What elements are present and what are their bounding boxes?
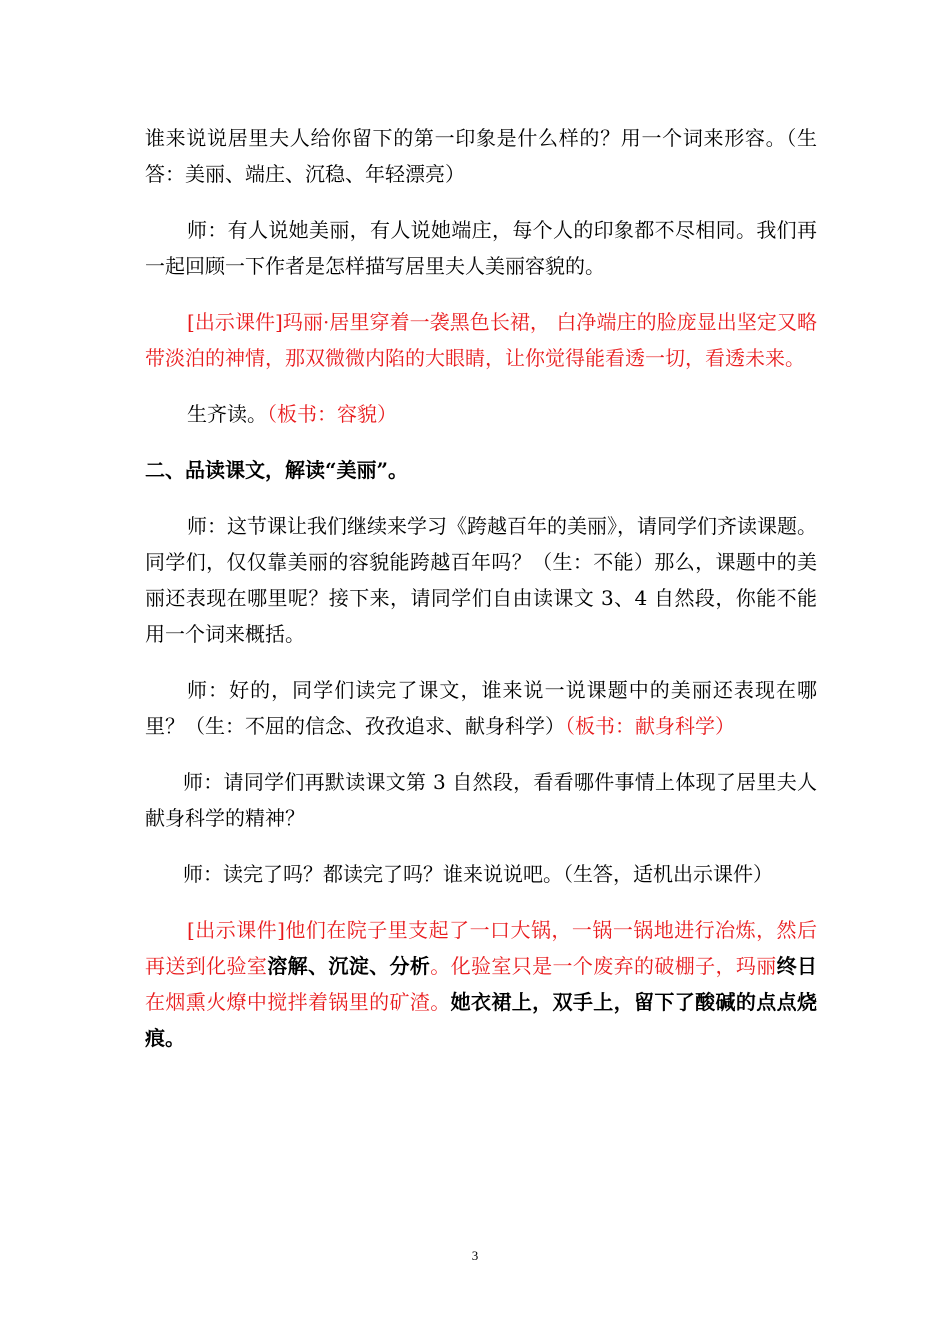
lab-text-c: 。 <box>430 954 451 978</box>
blackboard-note-appearance: （板书：容貌） <box>267 402 397 426</box>
paragraph-teacher-intro: 师：这节课让我们继续来学习《跨越百年的美丽》，请同学们齐读课题。同学们，仅仅靠美丽的容貌能跨越百年吗？（生：不能）那么，课题中的美丽还表现在哪里呢？接下来，请同学们自由读课文 3、4 自然段，你能不能用一个词来概括。 <box>145 514 817 646</box>
lab-text-g-bold: 她衣裙上，双手上，留下了酸碱的点点烧痕。 <box>145 990 817 1050</box>
blackboard-note-science: （板书：献身科学） <box>565 714 735 738</box>
paragraph-first-impression: 谁来说说居里夫人给你留下的第一印象是什么样的？用一个词来形容。（生答：美丽、端庄、沉稳、年轻漂亮） <box>145 126 817 186</box>
paragraph-courseware-description: [出示课件]玛丽·居里穿着一袭黑色长裙， 白净端庄的脸庞显出坚定又略带淡泊的神情，那双微微内陷的大眼睛，让你觉得能看透一切，看透未来。 <box>145 310 817 370</box>
paragraph-teacher-appearance: 师：有人说她美丽，有人说她端庄，每个人的印象都不尽相同。我们再一起回顾一下作者是怎样描写居里夫人美丽容貌的。 <box>145 218 817 278</box>
paragraph-teacher-finished: 师：读完了吗？都读完了吗？谁来说说吧。（生答，适机出示课件） <box>183 862 773 886</box>
paragraph-students-read <box>145 396 817 432</box>
lab-text-a: [出示课件]他们在院子里支起了一口大锅，一锅一锅地进行冶炼，然后再送到化验室 <box>145 918 817 978</box>
paragraph-courseware-lab <box>145 912 817 1056</box>
page-number: 3 <box>471 1248 479 1263</box>
paragraph-teacher-silent-read: 师：请同学们再默读课文第 3 自然段，看看哪件事情上体现了居里夫人献身科学的精神？ <box>145 770 817 830</box>
lab-text-e-bold: 终日 <box>776 954 817 978</box>
students-read-text: 生齐读。 <box>187 402 267 426</box>
lab-text-b-bold: 溶解、沉淀、分析 <box>267 954 431 978</box>
lab-text-f: 在烟熏火燎中搅拌着锅里的矿渣。 <box>145 990 451 1014</box>
document-body <box>145 120 817 1076</box>
teacher-question-text: 师：好的，同学们读完了课文，谁来说一说课题中的美丽还表现在哪里？（生：不屈的信念、孜孜追求、献身科学） <box>145 678 817 738</box>
lab-text-d: 化验室只是一个废弃的破棚子，玛丽 <box>450 954 777 978</box>
paragraph-teacher-question <box>145 672 817 744</box>
section-heading: 二、品读课文，解读“美丽”。 <box>145 458 409 482</box>
